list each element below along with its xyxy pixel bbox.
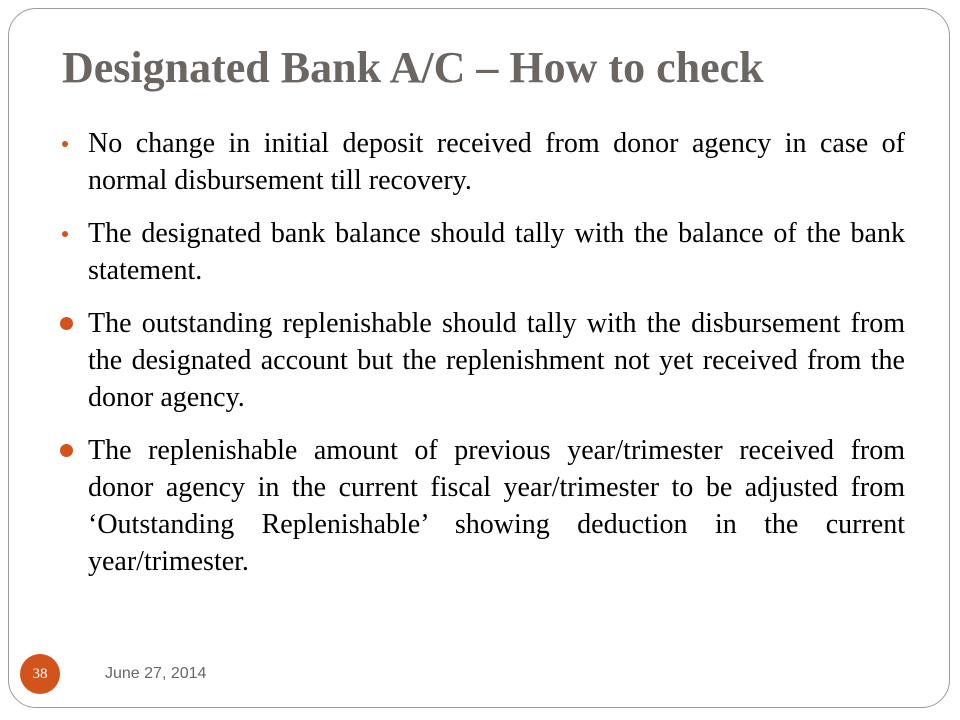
bullet-list	[60, 125, 905, 596]
bullet-text: The outstanding replenishable should tally with the disbursement from the designated account but the replenishment not yet received from the donor agency.	[88, 308, 905, 413]
slide-date: June 27, 2014	[105, 665, 207, 682]
slide-title: Designated Bank A/C – How to check	[62, 43, 764, 92]
bullet-dot-icon	[60, 215, 80, 252]
bullet-item	[60, 305, 905, 416]
bullet-item	[60, 432, 905, 580]
bullet-dot-icon	[60, 305, 80, 342]
bullet-item	[60, 125, 905, 199]
bullet-text: The replenishable amount of previous year/trimester received from donor agency in the current fiscal year/trimester to be adjusted from ‘Outstanding Replenishable’ showing deduction in the current year/trimester.	[88, 435, 905, 577]
bullet-item	[60, 215, 905, 289]
bullet-dot-icon	[60, 125, 80, 162]
bullet-dot-icon	[60, 432, 80, 469]
bullet-text: No change in initial deposit received from donor agency in case of normal disbursement till recovery.	[88, 128, 905, 196]
bullet-text: The designated bank balance should tally with the balance of the bank statement.	[88, 218, 905, 286]
slide-number-badge: 38	[20, 654, 60, 694]
